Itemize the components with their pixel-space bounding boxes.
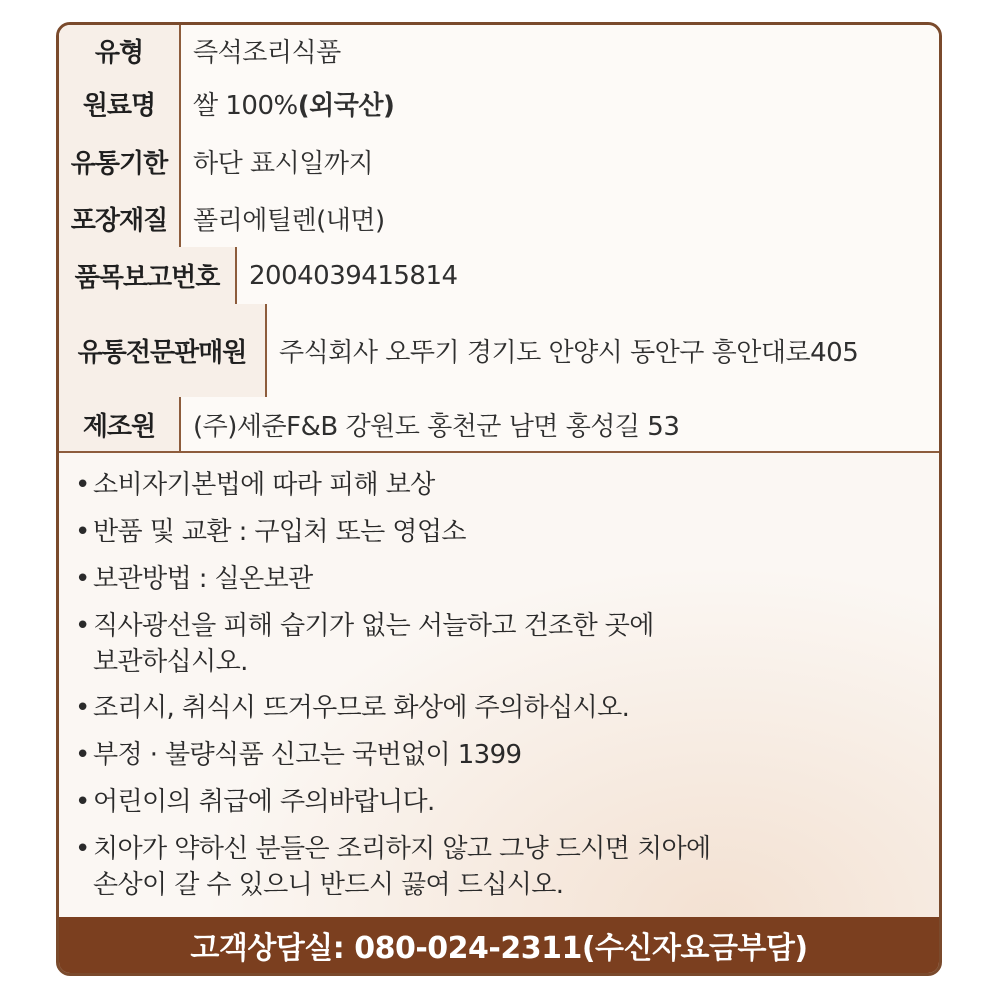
note-text: 조리시, 취식시 뜨거우므로 화상에 주의하십시오.	[93, 693, 630, 723]
note-item	[75, 467, 435, 503]
seller-value: 주식회사 오뚜기 경기도 안양시 동안구 흥안대로405	[279, 338, 859, 368]
customer-service-phone: 고객상담실: 080-024-2311(수신자요금부담)	[190, 931, 808, 966]
packaging-label: 포장재질	[59, 190, 181, 247]
note-item	[75, 784, 435, 820]
maker-label: 제조원	[59, 397, 181, 451]
row-type	[59, 25, 939, 77]
bullet: •	[75, 740, 90, 770]
row-seller	[59, 304, 939, 399]
expiry-label: 유통기한	[59, 132, 181, 190]
customer-service-footer	[59, 917, 939, 973]
bullet: •	[75, 693, 90, 723]
maker-value: (주)세준F&B 강원도 홍천군 남면 홍성길 53	[193, 411, 680, 442]
type-value: 즉석조리식품	[193, 37, 341, 68]
ingredient-label: 원료명	[59, 75, 181, 132]
report-label: 품목보고번호	[59, 247, 237, 304]
row-report-number	[59, 247, 939, 306]
ingredient-value: 쌀 100%	[193, 91, 298, 121]
row-packaging	[59, 190, 939, 249]
bullet: •	[75, 834, 90, 864]
packaging-value: 폴리에틸렌(내면)	[193, 206, 385, 236]
note-item	[75, 514, 466, 550]
note-text: 어린이의 취급에 주의바랍니다.	[93, 787, 435, 817]
row-manufacturer	[59, 397, 939, 453]
note-item	[75, 561, 313, 597]
bullet: •	[75, 611, 90, 641]
note-text: 부정 · 불량식품 신고는 국번없이 1399	[93, 740, 522, 770]
report-value: 2004039415814	[249, 260, 458, 291]
row-ingredients	[59, 75, 939, 134]
seller-label: 유통전문판매원	[59, 304, 267, 397]
type-label: 유형	[59, 25, 181, 75]
notes-section	[59, 467, 939, 917]
bullet: •	[75, 787, 90, 817]
note-text-continued: 보관하십시오.	[93, 647, 248, 677]
note-text: 치아가 약하신 분들은 조리하지 않고 그냥 드시면 치아에	[93, 834, 711, 864]
note-text-continued: 손상이 갈 수 있으니 반드시 끓여 드십시오.	[93, 870, 564, 900]
bullet: •	[75, 564, 90, 594]
note-item	[75, 831, 711, 903]
note-item	[75, 608, 654, 680]
note-text: 소비자기본법에 따라 피해 보상	[93, 470, 435, 500]
ingredient-origin: (외국산)	[297, 91, 395, 121]
row-expiry	[59, 132, 939, 192]
note-text: 보관방법 : 실온보관	[93, 564, 313, 594]
bullet: •	[75, 517, 90, 547]
expiry-value: 하단 표시일까지	[193, 148, 374, 179]
note-text: 직사광선을 피해 습기가 없는 서늘하고 건조한 곳에	[93, 611, 654, 641]
product-info-label	[56, 22, 942, 976]
bullet: •	[75, 470, 90, 500]
note-text: 반품 및 교환 : 구입처 또는 영업소	[93, 517, 466, 547]
note-item	[75, 690, 629, 726]
note-item	[75, 737, 521, 773]
ingredient-value-wrap	[181, 85, 394, 122]
